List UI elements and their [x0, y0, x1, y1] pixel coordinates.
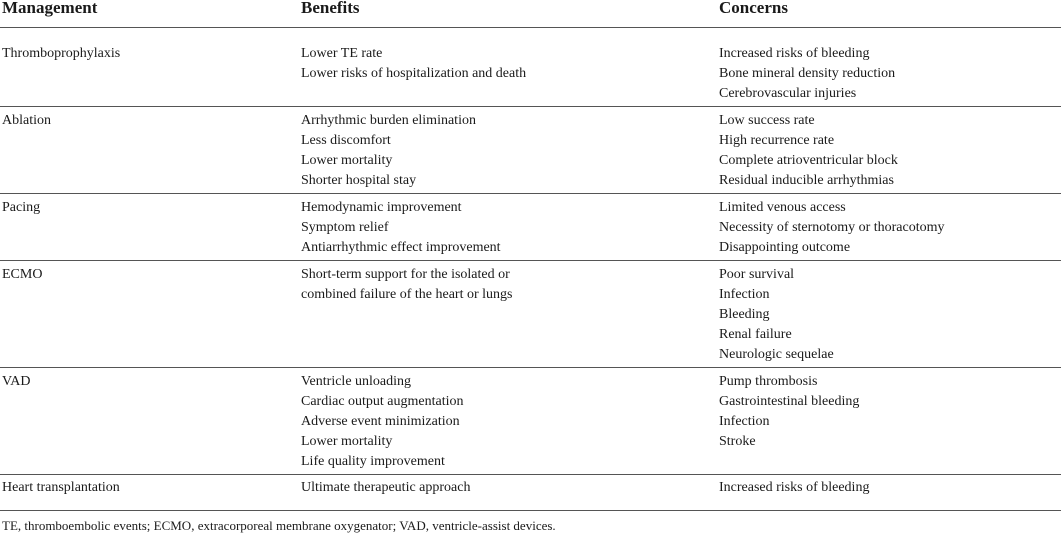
- management-cell: [2, 111, 51, 131]
- row-divider: [0, 367, 1061, 368]
- management-cell: [2, 478, 120, 498]
- benefit-item: Lower mortality: [301, 153, 393, 168]
- concerns-cell: [719, 478, 869, 498]
- management-name: VAD: [2, 374, 31, 389]
- benefit-item: Lower TE rate: [301, 46, 383, 61]
- concern-item: Stroke: [719, 434, 756, 449]
- table-header: [0, 0, 1061, 26]
- header-rule: [0, 27, 1061, 28]
- concern-item: High recurrence rate: [719, 133, 835, 148]
- concern-item: Gastrointestinal bleeding: [719, 394, 860, 409]
- concern-item: Increased risks of bleeding: [719, 46, 870, 61]
- concern-item: Neurologic sequelae: [719, 347, 834, 362]
- benefit-item: Shorter hospital stay: [301, 173, 417, 188]
- management-name: Thromboprophylaxis: [2, 46, 121, 61]
- concern-item: Infection: [719, 287, 770, 302]
- concerns-cell: [719, 198, 945, 258]
- concern-item: Disappointing outcome: [719, 240, 851, 255]
- header-concerns: Concerns: [719, 0, 788, 17]
- concern-item: Limited venous access: [719, 200, 846, 215]
- management-cell: [2, 372, 31, 392]
- benefits-cell: [301, 198, 501, 258]
- table-footnote: TE, thromboembolic events; ECMO, extracorporeal membrane oxygenator; VAD, ventricle-assist devices.: [2, 518, 556, 533]
- benefit-item: Cardiac output augmentation: [301, 394, 464, 409]
- concerns-cell: [719, 265, 834, 365]
- concerns-cell: [719, 44, 895, 104]
- management-cell: [2, 198, 40, 218]
- management-cell: [2, 44, 120, 64]
- concern-item: Bone mineral density reduction: [719, 66, 896, 81]
- concern-item: Cerebrovascular injuries: [719, 86, 857, 101]
- benefit-item: Antiarrhythmic effect improvement: [301, 240, 501, 255]
- benefit-item: combined failure of the heart or lungs: [301, 287, 513, 302]
- benefit-item: Adverse event minimization: [301, 414, 460, 429]
- row-divider: [0, 260, 1061, 261]
- concern-item: Pump thrombosis: [719, 374, 818, 389]
- benefit-item: Ventricle unloading: [301, 374, 412, 389]
- management-cell: [2, 265, 42, 285]
- row-divider: [0, 474, 1061, 475]
- benefit-item: Ultimate therapeutic approach: [301, 480, 471, 495]
- benefit-item: Arrhythmic burden elimination: [301, 113, 476, 128]
- benefit-item: Lower mortality: [301, 434, 393, 449]
- benefit-item: Symptom relief: [301, 220, 389, 235]
- header-benefits: Benefits: [301, 0, 360, 17]
- concern-item: Low success rate: [719, 113, 815, 128]
- concern-item: Bleeding: [719, 307, 770, 322]
- benefits-cell: [301, 44, 526, 84]
- header-management: Management: [2, 0, 98, 17]
- concern-item: Renal failure: [719, 327, 792, 342]
- benefits-cell: [301, 372, 464, 472]
- concern-item: Complete atrioventricular block: [719, 153, 898, 168]
- concern-item: Increased risks of bleeding: [719, 480, 870, 495]
- concern-item: Infection: [719, 414, 770, 429]
- management-name: ECMO: [2, 267, 43, 282]
- row-divider: [0, 106, 1061, 107]
- benefit-item: Less discomfort: [301, 133, 391, 148]
- bottom-rule: [0, 510, 1061, 511]
- benefits-cell: [301, 478, 470, 498]
- management-name: Pacing: [2, 200, 41, 215]
- concern-item: Poor survival: [719, 267, 795, 282]
- benefit-item: Life quality improvement: [301, 454, 445, 469]
- concern-item: Necessity of sternotomy or thoracotomy: [719, 220, 945, 235]
- benefit-item: Short-term support for the isolated or: [301, 267, 510, 282]
- row-divider: [0, 193, 1061, 194]
- concern-item: Residual inducible arrhythmias: [719, 173, 894, 188]
- management-name: Ablation: [2, 113, 51, 128]
- benefits-cell: [301, 265, 512, 305]
- concerns-cell: [719, 372, 859, 452]
- management-name: Heart transplantation: [2, 480, 120, 495]
- benefit-item: Hemodynamic improvement: [301, 200, 462, 215]
- concerns-cell: [719, 111, 898, 191]
- benefit-item: Lower risks of hospitalization and death: [301, 66, 527, 81]
- benefits-cell: [301, 111, 476, 191]
